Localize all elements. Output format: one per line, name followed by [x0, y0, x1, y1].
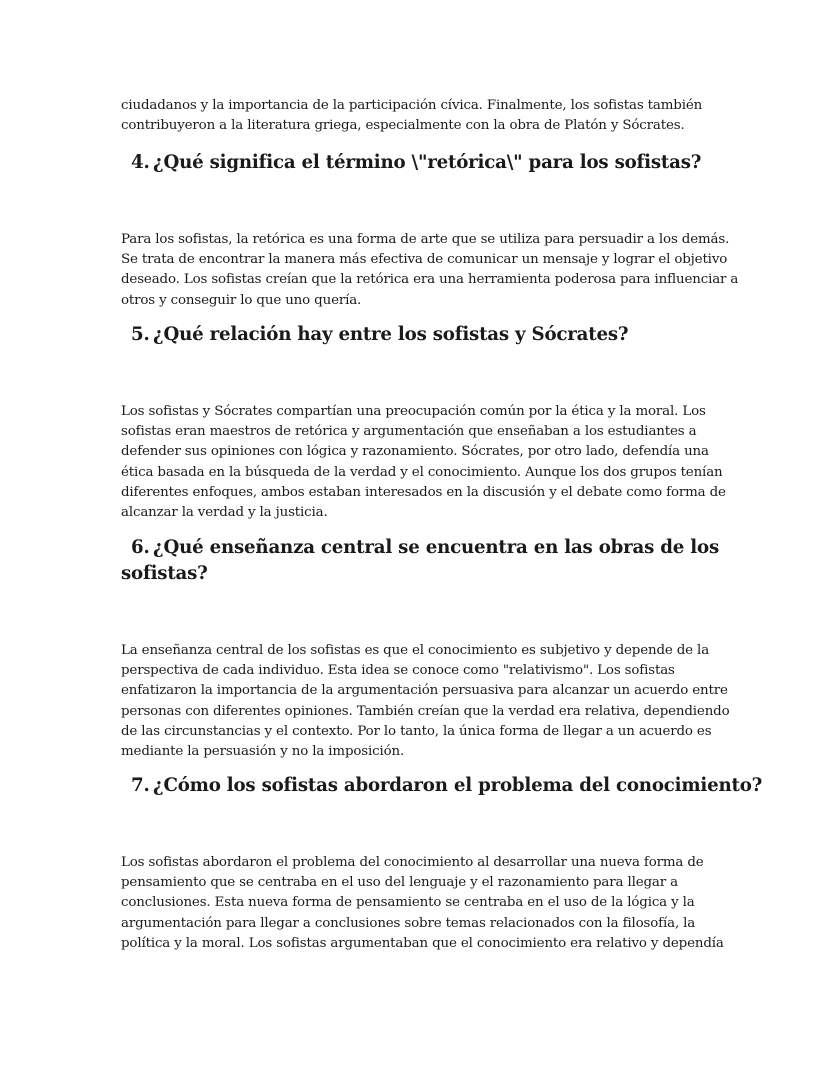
paragraph-line: personas con diferentes opiniones. También creían que la verdad era relativa, dependiendo — [121, 703, 730, 719]
paragraph-line: contribuyeron a la literatura griega, especialmente con la obra de Platón y Sócrates. — [121, 118, 685, 134]
paragraph-line: otros y conseguir lo que uno quería. — [121, 292, 362, 308]
paragraph-line: Para los sofistas, la retórica es una forma de arte que se utiliza para persuadir a los demás. — [121, 232, 730, 247]
heading-text: sofistas? — [121, 563, 208, 584]
section-4-paragraph — [121, 230, 738, 311]
paragraph-line: ética basada en la búsqueda de la verdad y el conocimiento. Aunque los dos grupos tenían — [121, 464, 723, 480]
paragraph-line: La enseñanza central de los sofistas es que el conocimiento es subjetivo y depende de la — [121, 643, 710, 658]
paragraph-line: alcanzar la verdad y la justicia. — [121, 505, 328, 521]
section-6-paragraph — [121, 641, 730, 762]
paragraph-line: de las circunstancias y el contexto. Por lo tanto, la única forma de llegar a un acuerdo es — [121, 723, 712, 739]
paragraph-line: diferentes enfoques, ambos estaban interesados en la discusión y el debate como forma de — [121, 484, 726, 500]
paragraph-line: Los sofistas y Sócrates compartían una preocupación común por la ética y la moral. Los — [121, 404, 706, 419]
section-number: 7. — [131, 775, 150, 796]
section-number: 6. — [131, 537, 150, 558]
paragraph-line: enfatizaron la importancia de la argumentación persuasiva para alcanzar un acuerdo entre — [121, 683, 728, 699]
paragraph-line: pensamiento que se centraba en el uso del lenguaje y el razonamiento para llegar a — [121, 875, 678, 891]
heading-text: ¿Qué relación hay entre los sofistas y Sócrates? — [153, 324, 629, 345]
intro-paragraph — [121, 96, 702, 136]
section-7-paragraph — [121, 853, 724, 954]
heading-text: ¿Qué significa el término \"retórica\" para los sofistas? — [153, 152, 702, 173]
heading-text: ¿Cómo los sofistas abordaron el problema del conocimiento? — [153, 775, 763, 796]
paragraph-line: deseado. Los sofistas creían que la retórica era una herramienta poderosa para influenciar a — [121, 272, 739, 288]
paragraph-line: ciudadanos y la importancia de la participación cívica. Finalmente, los sofistas también — [121, 98, 703, 113]
heading-text: ¿Qué enseñanza central se encuentra en las obras de los — [153, 537, 719, 558]
section-5-paragraph — [121, 402, 726, 523]
paragraph-line: conclusiones. Esta nueva forma de pensamiento se centraba en el uso de la lógica y la — [121, 895, 695, 911]
paragraph-line: defender sus opiniones con lógica y razonamiento. Sócrates, por otro lado, defendía una — [121, 444, 709, 460]
paragraph-line: Los sofistas abordaron el problema del conocimiento al desarrollar una nueva forma de — [121, 855, 704, 870]
section-6-heading — [121, 535, 719, 587]
paragraph-line: política y la moral. Los sofistas argumentaban que el conocimiento era relativo y dependía — [121, 935, 724, 951]
paragraph-line: mediante la persuasión y no la imposición. — [121, 744, 405, 760]
section-number: 4. — [131, 152, 150, 173]
paragraph-line: argumentación para llegar a conclusiones sobre temas relacionados con la filosofía, la — [121, 915, 696, 931]
paragraph-line: Se trata de encontrar la manera más efectiva de comunicar un mensaje y lograr el objetivo — [121, 252, 728, 268]
section-4-heading — [121, 150, 701, 176]
section-number: 5. — [131, 324, 150, 345]
paragraph-line: perspectiva de cada individuo. Esta idea se conoce como "relativismo". Los sofistas — [121, 663, 675, 679]
section-5-heading — [121, 322, 628, 348]
section-7-heading — [121, 773, 762, 799]
paragraph-line: sofistas eran maestros de retórica y argumentación que enseñaban a los estudiantes a — [121, 424, 697, 440]
